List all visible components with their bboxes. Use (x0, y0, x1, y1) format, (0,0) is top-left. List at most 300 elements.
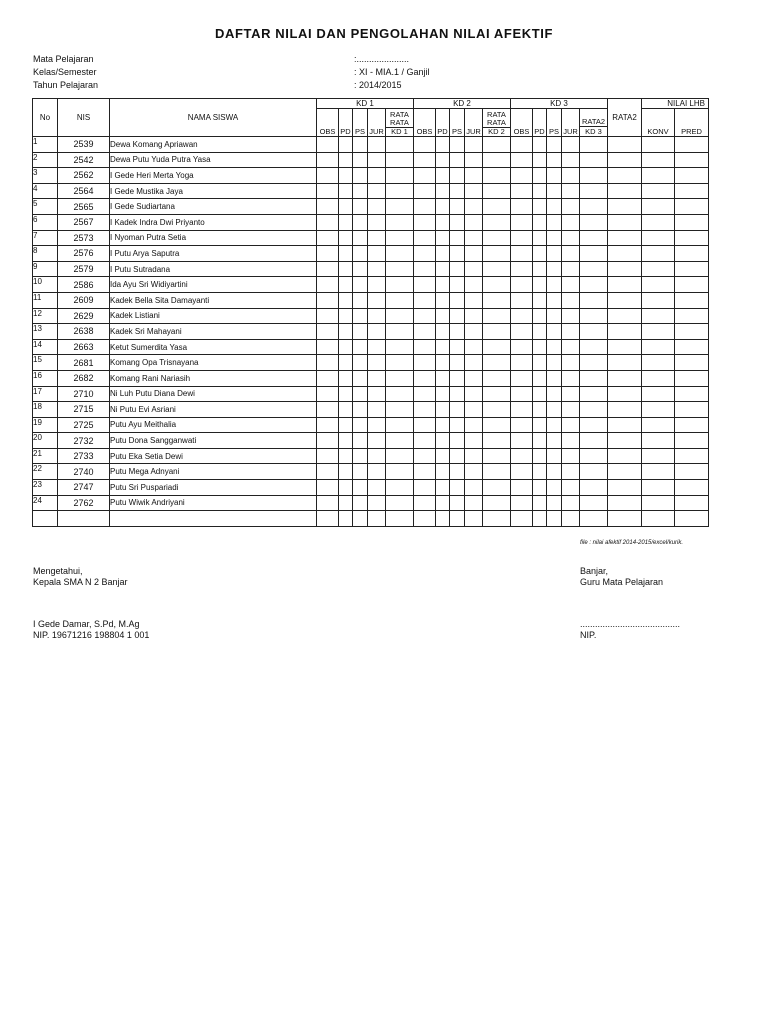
score-cell (436, 214, 450, 230)
score-cell (562, 168, 580, 184)
row-nama: Ni Putu Evi Asriani (110, 402, 317, 418)
score-cell (675, 402, 709, 418)
score-cell (547, 168, 562, 184)
score-cell (511, 370, 533, 386)
score-cell (580, 230, 608, 246)
score-cell (562, 370, 580, 386)
row-no: 13 (33, 324, 58, 340)
row-no: 7 (33, 230, 58, 246)
meta-label-kelas-semester: Kelas/Semester (33, 67, 97, 77)
score-cell (547, 308, 562, 324)
score-cell (450, 308, 465, 324)
score-cell (436, 308, 450, 324)
score-cell (580, 339, 608, 355)
score-cell (642, 137, 675, 153)
score-cell (533, 464, 547, 480)
score-cell (547, 137, 562, 153)
score-cell (436, 261, 450, 277)
score-cell (533, 230, 547, 246)
sign-left-nip: NIP. 19671216 198804 1 001 (33, 630, 150, 640)
score-cell (465, 417, 483, 433)
score-cell (317, 214, 339, 230)
score-cell (547, 417, 562, 433)
score-cell (317, 292, 339, 308)
row-no: 18 (33, 402, 58, 418)
score-cell (533, 137, 547, 153)
score-cell (353, 370, 368, 386)
score-cell (317, 402, 339, 418)
row-nama: Putu Mega Adnyani (110, 464, 317, 480)
score-cell (580, 480, 608, 496)
score-cell (339, 230, 353, 246)
sign-right-identity (580, 619, 680, 641)
score-cell (483, 339, 511, 355)
score-cell (547, 495, 562, 511)
score-cell (339, 402, 353, 418)
score-cell (436, 292, 450, 308)
score-cell (368, 448, 386, 464)
header-kd3-jur: JUR (562, 109, 580, 137)
score-cell (339, 448, 353, 464)
table-row (33, 386, 709, 402)
score-cell (339, 417, 353, 433)
score-cell (353, 261, 368, 277)
header-kd2-rata-label: RATA RATA (487, 110, 506, 127)
score-cell (483, 199, 511, 215)
sign-left-identity (33, 619, 149, 641)
score-cell (675, 339, 709, 355)
row-nis: 2638 (58, 324, 110, 340)
score-cell (511, 292, 533, 308)
score-cell (386, 199, 414, 215)
score-cell (353, 480, 368, 496)
table-row (33, 168, 709, 184)
score-cell (562, 339, 580, 355)
score-cell (562, 511, 580, 527)
score-cell (414, 370, 436, 386)
score-cell (339, 137, 353, 153)
score-cell (465, 246, 483, 262)
score-cell (580, 355, 608, 371)
score-cell (562, 464, 580, 480)
row-nama: Komang Opa Trisnayana (110, 355, 317, 371)
score-cell (436, 137, 450, 153)
row-nis: 2586 (58, 277, 110, 293)
score-cell (608, 214, 642, 230)
score-cell (414, 339, 436, 355)
score-cell (511, 480, 533, 496)
row-nis: 2576 (58, 246, 110, 262)
score-cell (414, 277, 436, 293)
score-cell (317, 433, 339, 449)
score-cell (642, 370, 675, 386)
row-nis: 2663 (58, 339, 110, 355)
score-cell (339, 511, 353, 527)
row-no: 16 (33, 370, 58, 386)
score-cell (608, 480, 642, 496)
row-nama: Ni Luh Putu Diana Dewi (110, 386, 317, 402)
table-row (33, 214, 709, 230)
score-cell (608, 417, 642, 433)
score-cell (368, 339, 386, 355)
score-cell (547, 292, 562, 308)
score-cell (533, 246, 547, 262)
score-cell (450, 246, 465, 262)
score-cell (386, 183, 414, 199)
score-cell (465, 137, 483, 153)
score-cell (317, 230, 339, 246)
table-row (33, 495, 709, 511)
score-cell (368, 214, 386, 230)
score-cell (450, 448, 465, 464)
sign-right-name: ........................................ (580, 619, 681, 629)
score-cell (353, 230, 368, 246)
score-cell (483, 448, 511, 464)
score-cell (450, 417, 465, 433)
score-cell (580, 152, 608, 168)
score-cell (386, 292, 414, 308)
score-cell (465, 230, 483, 246)
score-cell (483, 168, 511, 184)
row-no: 9 (33, 261, 58, 277)
score-cell (386, 246, 414, 262)
row-no (33, 511, 58, 527)
row-no: 17 (33, 386, 58, 402)
score-cell (436, 511, 450, 527)
score-cell (483, 246, 511, 262)
table-row (33, 448, 709, 464)
score-cell (483, 402, 511, 418)
header-konv: KONV (642, 109, 675, 137)
row-nama: I Gede Heri Merta Yoga (110, 168, 317, 184)
row-nama: Putu Wiwik Andriyani (110, 495, 317, 511)
row-no: 4 (33, 183, 58, 199)
sign-right-line1: Banjar, (580, 566, 609, 576)
score-cell (436, 246, 450, 262)
score-cell (386, 277, 414, 293)
score-cell (547, 511, 562, 527)
score-cell (368, 277, 386, 293)
score-cell (547, 246, 562, 262)
score-cell (450, 230, 465, 246)
score-cell (533, 277, 547, 293)
score-cell (317, 370, 339, 386)
score-cell (580, 448, 608, 464)
score-cell (368, 370, 386, 386)
score-cell (675, 324, 709, 340)
score-cell (675, 152, 709, 168)
score-cell (317, 339, 339, 355)
table-row (33, 370, 709, 386)
row-nama: Putu Sri Puspariadi (110, 480, 317, 496)
score-cell (642, 386, 675, 402)
score-cell (483, 152, 511, 168)
sign-left-block (33, 566, 128, 588)
header-kd2-ps: PS (450, 109, 465, 137)
row-nama: Putu Eka Setia Dewi (110, 448, 317, 464)
score-cell (580, 214, 608, 230)
score-cell (368, 480, 386, 496)
score-cell (436, 464, 450, 480)
score-cell (339, 386, 353, 402)
score-cell (533, 308, 547, 324)
score-cell (414, 230, 436, 246)
score-cell (533, 152, 547, 168)
score-cell (414, 495, 436, 511)
score-cell (368, 261, 386, 277)
score-cell (368, 386, 386, 402)
score-cell (353, 308, 368, 324)
row-nis: 2682 (58, 370, 110, 386)
score-cell (386, 417, 414, 433)
score-cell (483, 495, 511, 511)
row-nama: I Putu Sutradana (110, 261, 317, 277)
score-cell (580, 433, 608, 449)
meta-label-mata-pelajaran: Mata Pelajaran (33, 54, 94, 64)
score-cell (642, 464, 675, 480)
sign-left-name: I Gede Damar, S.Pd, M.Ag (33, 619, 140, 629)
score-cell (386, 324, 414, 340)
row-nama: I Kadek Indra Dwi Priyanto (110, 214, 317, 230)
row-nis: 2733 (58, 448, 110, 464)
table-row (33, 324, 709, 340)
row-nama: Ketut Sumerdita Yasa (110, 339, 317, 355)
score-cell (414, 324, 436, 340)
score-cell (317, 277, 339, 293)
table-row (33, 137, 709, 153)
score-cell (317, 386, 339, 402)
score-cell (642, 402, 675, 418)
score-cell (533, 168, 547, 184)
score-cell (465, 339, 483, 355)
score-cell (483, 261, 511, 277)
score-cell (353, 168, 368, 184)
row-nama: I Putu Arya Saputra (110, 246, 317, 262)
score-cell (450, 511, 465, 527)
header-kd1-ps: PS (353, 109, 368, 137)
score-cell (483, 355, 511, 371)
score-cell (547, 277, 562, 293)
score-cell (547, 464, 562, 480)
score-cell (414, 214, 436, 230)
score-cell (368, 199, 386, 215)
row-nama: Kadek Sri Mahayani (110, 324, 317, 340)
score-cell (608, 277, 642, 293)
score-cell (386, 495, 414, 511)
score-cell (450, 433, 465, 449)
score-cell (436, 168, 450, 184)
score-cell (642, 246, 675, 262)
table-row (33, 292, 709, 308)
row-no: 23 (33, 480, 58, 496)
table-row (33, 464, 709, 480)
header-kd1-pd: PD (339, 109, 353, 137)
score-cell (368, 324, 386, 340)
score-cell (368, 308, 386, 324)
row-nama: Komang Rani Nariasih (110, 370, 317, 386)
score-cell (642, 448, 675, 464)
score-cell (450, 339, 465, 355)
score-cell (580, 246, 608, 262)
score-cell (368, 511, 386, 527)
score-cell (547, 386, 562, 402)
score-cell (353, 152, 368, 168)
row-no: 3 (33, 168, 58, 184)
score-cell (511, 386, 533, 402)
score-cell (675, 511, 709, 527)
score-cell (368, 168, 386, 184)
score-cell (465, 168, 483, 184)
score-cell (386, 464, 414, 480)
score-cell (483, 183, 511, 199)
table-row (33, 277, 709, 293)
score-cell (414, 137, 436, 153)
score-cell (580, 261, 608, 277)
score-cell (465, 308, 483, 324)
score-cell (317, 137, 339, 153)
score-cell (353, 214, 368, 230)
score-cell (547, 261, 562, 277)
score-cell (511, 137, 533, 153)
score-cell (533, 183, 547, 199)
score-cell (465, 199, 483, 215)
score-cell (533, 292, 547, 308)
score-cell (511, 183, 533, 199)
score-cell (450, 168, 465, 184)
score-cell (642, 511, 675, 527)
table-row (33, 511, 709, 527)
score-cell (353, 183, 368, 199)
score-cell (339, 370, 353, 386)
row-no: 8 (33, 246, 58, 262)
score-cell (642, 433, 675, 449)
score-cell (465, 480, 483, 496)
score-cell (353, 495, 368, 511)
score-cell (317, 448, 339, 464)
row-nis: 2725 (58, 417, 110, 433)
score-cell (608, 292, 642, 308)
score-cell (368, 355, 386, 371)
score-cell (675, 464, 709, 480)
score-cell (533, 386, 547, 402)
score-cell (580, 386, 608, 402)
score-cell (675, 137, 709, 153)
row-no: 20 (33, 433, 58, 449)
meta-value-tahun-pelajaran: : 2014/2015 (354, 80, 402, 90)
row-no: 12 (33, 308, 58, 324)
score-cell (483, 464, 511, 480)
score-cell (580, 464, 608, 480)
score-cell (533, 370, 547, 386)
score-cell (608, 495, 642, 511)
row-nama: Ida Ayu Sri Widiyartini (110, 277, 317, 293)
row-nis: 2629 (58, 308, 110, 324)
score-cell (547, 230, 562, 246)
row-nis: 2564 (58, 183, 110, 199)
score-cell (450, 480, 465, 496)
header-nama-siswa: NAMA SISWA (110, 99, 317, 137)
score-cell (317, 308, 339, 324)
score-cell (562, 402, 580, 418)
sign-left-line1: Mengetahui, (33, 566, 83, 576)
score-cell (533, 402, 547, 418)
score-cell (386, 230, 414, 246)
score-cell (675, 183, 709, 199)
score-cell (608, 448, 642, 464)
row-nis: 2732 (58, 433, 110, 449)
row-no: 14 (33, 339, 58, 355)
header-kd1: KD 1 (317, 99, 414, 109)
score-cell (450, 402, 465, 418)
grades-table (32, 98, 709, 527)
score-cell (642, 168, 675, 184)
score-cell (353, 199, 368, 215)
score-cell (353, 511, 368, 527)
score-cell (511, 433, 533, 449)
row-nis (58, 511, 110, 527)
score-cell (386, 402, 414, 418)
score-cell (675, 433, 709, 449)
header-no: No (33, 99, 58, 137)
score-cell (465, 324, 483, 340)
row-nama: Kadek Bella Sita Damayanti (110, 292, 317, 308)
score-cell (533, 495, 547, 511)
row-nis: 2740 (58, 464, 110, 480)
score-cell (547, 433, 562, 449)
score-cell (436, 433, 450, 449)
score-cell (675, 386, 709, 402)
row-no: 22 (33, 464, 58, 480)
row-nama: Kadek Listiani (110, 308, 317, 324)
score-cell (562, 417, 580, 433)
score-cell (547, 480, 562, 496)
header-kd1-rata-kd: KD 1 (386, 127, 413, 136)
score-cell (642, 292, 675, 308)
score-cell (450, 277, 465, 293)
score-cell (450, 324, 465, 340)
score-cell (642, 152, 675, 168)
score-cell (386, 355, 414, 371)
score-cell (547, 214, 562, 230)
score-cell (339, 433, 353, 449)
score-cell (511, 277, 533, 293)
score-cell (675, 199, 709, 215)
score-cell (368, 246, 386, 262)
table-row (33, 199, 709, 215)
score-cell (562, 152, 580, 168)
score-cell (562, 355, 580, 371)
score-cell (386, 433, 414, 449)
table-row (33, 402, 709, 418)
row-nama: I Gede Sudiartana (110, 199, 317, 215)
score-cell (450, 214, 465, 230)
score-cell (450, 152, 465, 168)
score-cell (353, 464, 368, 480)
score-cell (483, 386, 511, 402)
file-note: file : nilai afektif 2014-2015/excel/kurik. (580, 540, 684, 546)
score-cell (353, 433, 368, 449)
score-cell (608, 261, 642, 277)
score-cell (353, 448, 368, 464)
score-cell (353, 355, 368, 371)
score-cell (465, 402, 483, 418)
row-nis: 2681 (58, 355, 110, 371)
score-cell (608, 246, 642, 262)
score-cell (547, 324, 562, 340)
row-no: 11 (33, 292, 58, 308)
score-cell (562, 308, 580, 324)
meta-value-kelas-semester: : XI - MIA.1 / Ganjil (354, 67, 430, 77)
